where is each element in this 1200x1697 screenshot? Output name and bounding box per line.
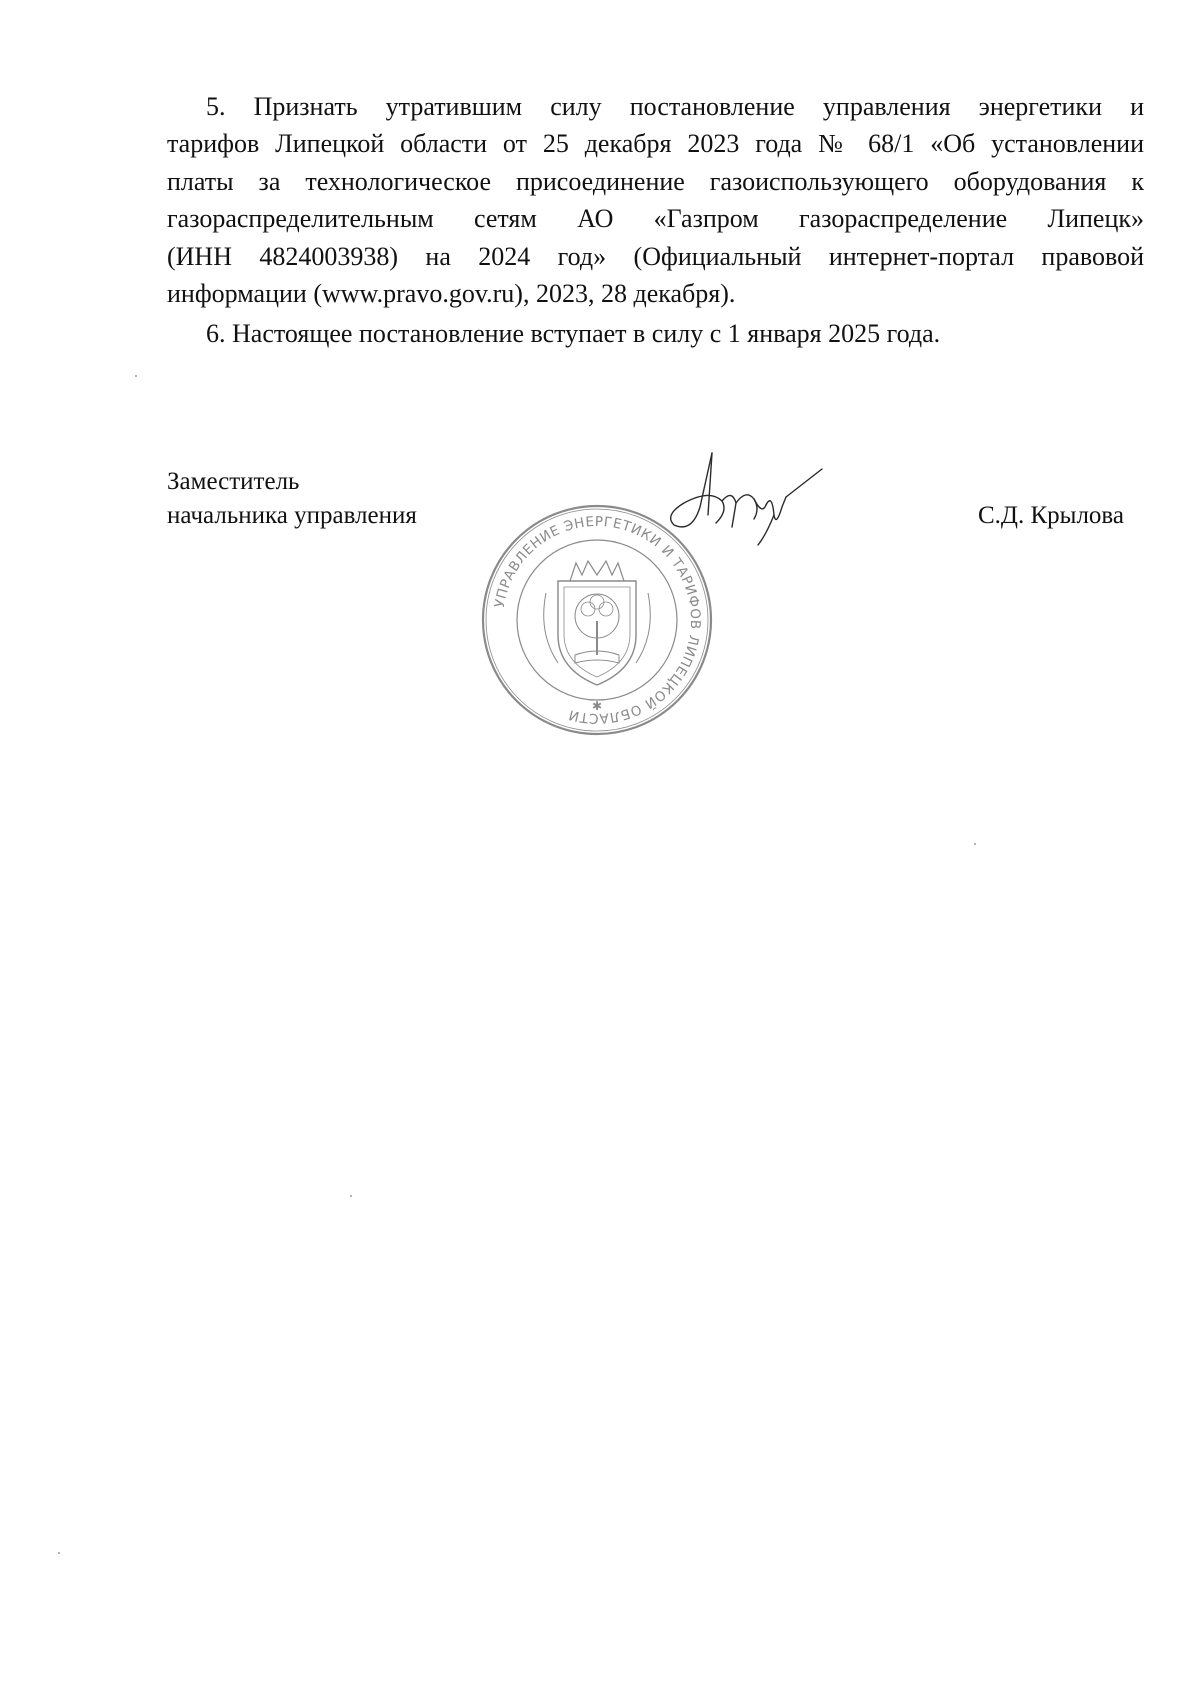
stamp-inner-ring <box>517 540 677 700</box>
coat-of-arms-icon <box>544 561 651 685</box>
paragraph-5-line: платы за технологическое присоединение газоиспользующего оборудования к <box>167 166 1144 196</box>
paragraph-6: 6. Настоящее постановление вступает в силу с 1 января 2025 года. <box>206 319 941 348</box>
signatory-position-line-2: начальника управления <box>167 502 417 529</box>
handwritten-signature <box>662 445 827 553</box>
scan-speck <box>135 375 137 377</box>
scan-speck <box>350 1195 352 1197</box>
paragraph-5-line: 5. Признать утратившим силу постановление управления энергетики и <box>206 92 1144 121</box>
stamp-star-icon: ✱ <box>591 699 603 713</box>
signatory-position-line-1: Заместитель <box>167 468 300 495</box>
signatory-name: С.Д. Крылова <box>978 502 1124 529</box>
paragraph-5-line: (ИНН 4824003938) на 2024 год» (Официальный интернет-портал правовой <box>167 241 1144 271</box>
stamp-ring-text: УПРАВЛЕНИЕ ЭНЕРГЕТИКИ И ТАРИФОВ ЛИПЕЦКОЙ ОБЛАСТИ <box>491 513 704 727</box>
paragraph-5-line: информации (www.pravo.gov.ru), 2023, 28 декабря). <box>167 279 736 309</box>
paragraph-5 <box>167 88 1144 312</box>
scan-speck <box>974 843 976 845</box>
signatory-position <box>167 465 417 533</box>
paragraph-5-line: газораспределительным сетям АО «Газпром газораспределение Липецк» <box>167 204 1144 234</box>
scan-speck <box>58 1552 60 1554</box>
paragraph-5-line: тарифов Липецкой области от 25 декабря 2023 года № 68/1 «Об установлении <box>167 129 1144 159</box>
